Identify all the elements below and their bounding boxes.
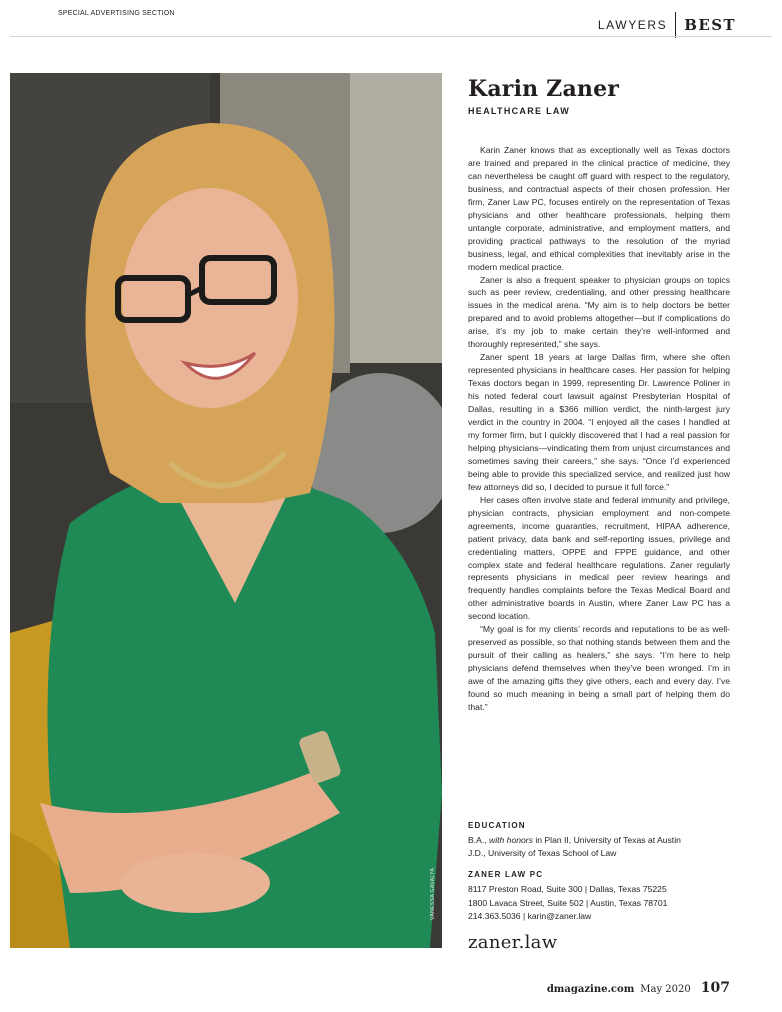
firm-heading: ZANER LAW PC [468,870,544,879]
header-rule [10,36,772,37]
body-paragraph: Karin Zaner knows that as exceptionally well as Texas doctors are trained and prepared in the clinical practice of medicine, they can nevertheless be caught off guard with respect to the regulatory, business, and contractual aspects of their chosen profession. Her firm, Zaner Law PC, focuses entirely on the representation of Texas physicians and other healthcare professionals, helping them untangle corporate, administrative, and employment matters, and providing practical pathways to the resolution of the myriad business, legal, and ethical complexities that inevitably arise in the modern medical practice. [468,145,730,272]
profile-body [468,144,730,714]
section-label: SPECIAL ADVERTISING SECTION [58,10,175,17]
body-paragraph: “My goal is for my clients’ records and reputations to be as well-preserved as possible, so that nothing stands between them and the pursuit of their calling as healers,” she says. “I’m here to help physicians defend themselves when they’ve been wronged. I’m in awe of the amazing gifts they give others, each and every day. I’ve found so much meaning in being a small part of helping them do that.” [468,624,730,712]
portrait-illustration [10,73,442,948]
page-footer [547,980,730,996]
attorney-name: Karin Zaner [468,76,620,102]
firm-logo: zaner.law [468,932,558,953]
body-paragraph: Zaner is also a frequent speaker to physician groups on topics such as peer review, credentialing, and other pressing healthcare issues in the medical arena. “My aim is to help doctors be better prepared and to avoid problems altogether—but if complications do arise, it’s my job to make certain they’re well-informed and thoroughly represented,” she says. [468,274,730,350]
page-number: 107 [700,980,730,996]
category-label: LAWYERS [597,18,668,32]
body-paragraph: Zaner spent 18 years at large Dallas firm, where she often represented physicians in healthcare cases. Her passion for helping Texas doctors began in 1999, representing Dr. Lawrence Poliner in his noted federal court lawsuit against Presbyterian Hospital of Dallas, resulting in a $366 million verdict, the ninth-largest jury verdict in the country in 2004. “I enjoyed all the cases I handled at my former firm, but I quickly discovered that I had a real passion for helping physicians—vindicating them from unjust circumstances and sometimes saving their careers,” she says. “Once I’d experienced being able to provide this specialized service, and realized just how few attorneys did so, I decided to pursue it full force.” [468,352,730,492]
body-paragraph: Her cases often involve state and federal immunity and privilege, physician contracts, physician employment and non-compete agreements, income guaranties, recruitment, HIPAA adherence, patient privacy, data bank and self-reporting issues, privilege and credentialing matters, OPPE and FPPE guidance, and other complex state and federal healthcare regulations. Zaner regularly represents physicians in medical peer review hearings and frequently handles complaints before the Texas Medical Board and other administrative boards in Austin, where Zaner Law PC has a second location. [468,494,730,622]
best-badge: BEST [684,16,736,34]
education-degree-jd: J.D., University of Texas School of Law [468,848,617,858]
education-heading: EDUCATION [468,821,526,830]
ba-prefix: B.A., [468,835,490,845]
dallas-address: 8117 Preston Road, Suite 300 | Dallas, Texas 75225 [468,884,667,894]
ba-honors: with honors [489,835,533,845]
contact-info: 214.363.5036 | karin@zaner.law [468,911,592,921]
section-header [598,12,736,38]
footer-date: May 2020 [640,984,691,995]
portrait-photo [10,73,442,948]
practice-area: HEALTHCARE LAW [468,106,571,116]
austin-address: 1800 Lavaca Street, Suite 502 | Austin, Texas 78701 [468,898,668,908]
ba-suffix: in Plan II, University of Texas at Austin [532,835,681,845]
photo-credit: VANESSA GAVALYA [430,867,436,920]
footer-site: dmagazine.com [546,984,635,995]
education-degree-ba [468,834,681,847]
